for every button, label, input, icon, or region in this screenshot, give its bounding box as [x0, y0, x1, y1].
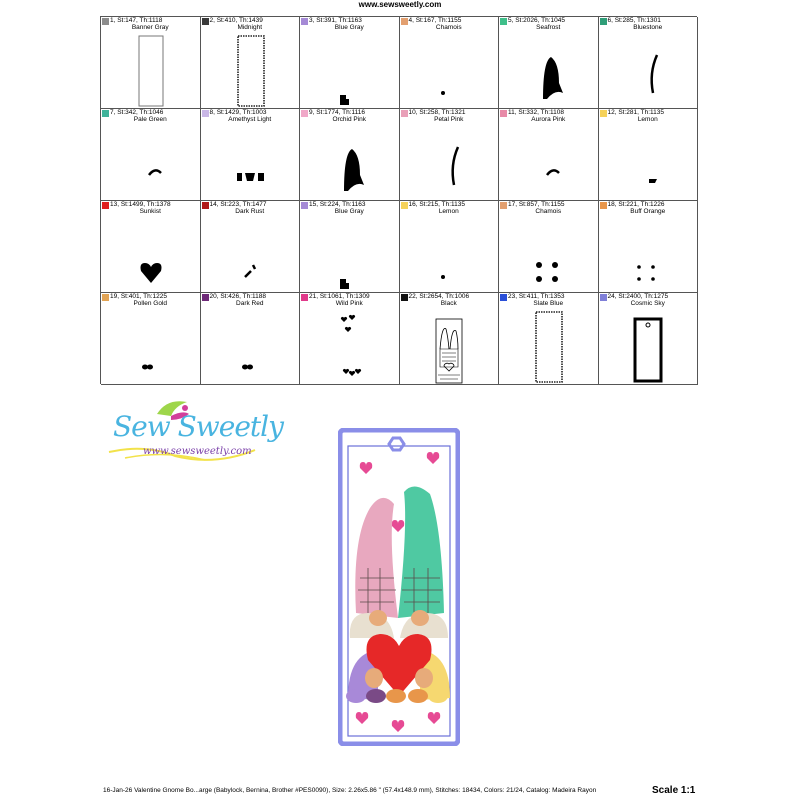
- color-cell: [499, 201, 599, 293]
- stitch-preview: [101, 33, 200, 108]
- color-stats: 10, St:258, Th:1321: [408, 109, 466, 116]
- color-cell: [300, 293, 400, 385]
- stitch-preview: [400, 309, 499, 384]
- stitch-shape: [536, 312, 562, 382]
- stitch-shape: [340, 95, 349, 105]
- color-cell: [201, 201, 301, 293]
- stitch-shape: [646, 323, 650, 327]
- stitch-shape: [536, 262, 542, 268]
- stitch-shape: [438, 375, 460, 379]
- color-name: Black: [440, 300, 457, 307]
- stitch-shape: [245, 265, 255, 277]
- left-hand: [365, 668, 383, 688]
- color-name: Orchid Pink: [332, 116, 367, 123]
- stitch-preview: [300, 125, 399, 200]
- pink-gnome-nose: [369, 610, 387, 626]
- color-cell: [599, 201, 699, 293]
- stitch-preview: [400, 33, 499, 108]
- stitch-shape: [349, 371, 355, 376]
- color-name: Chamois: [535, 208, 562, 215]
- stitch-preview: [101, 125, 200, 200]
- stitch-preview: [201, 33, 300, 108]
- stitch-shape: [543, 57, 563, 99]
- color-cell: [400, 201, 500, 293]
- color-name: Blue Gray: [334, 208, 364, 215]
- color-stats: 4, St:167, Th:1155: [408, 17, 462, 24]
- stitch-shape: [441, 91, 445, 95]
- stitch-shape: [536, 276, 542, 282]
- stitch-preview: [499, 125, 598, 200]
- stitch-preview: [201, 125, 300, 200]
- gnome-boot: [386, 689, 406, 703]
- color-cell: [599, 109, 699, 201]
- stitch-shape: [245, 173, 255, 181]
- stitch-shape: [635, 319, 661, 381]
- color-name: Lemon: [438, 208, 459, 215]
- color-name: Seafrost: [536, 24, 561, 31]
- stitch-shape: [341, 317, 347, 322]
- color-stats: 12, St:281, Th:1135: [607, 109, 664, 116]
- color-cell: [400, 109, 500, 201]
- stitch-preview: [400, 125, 499, 200]
- stitch-preview: [201, 309, 300, 384]
- color-cell: [201, 293, 301, 385]
- stitch-shape: [139, 36, 163, 106]
- color-stats: 11, St:332, Th:1108: [508, 109, 565, 116]
- gnome-boot: [366, 689, 386, 703]
- stitch-shape: [343, 369, 349, 374]
- color-stats: 2, St:410, Th:1439: [209, 17, 263, 24]
- color-cell: [101, 201, 201, 293]
- stitch-shape: [345, 327, 351, 332]
- stitch-preview: [599, 125, 698, 200]
- stitch-shape: [651, 55, 656, 93]
- stitch-shape: [237, 173, 242, 181]
- color-name: Blue Gray: [334, 24, 364, 31]
- color-stats: 6, St:285, Th:1301: [607, 17, 661, 24]
- color-stats: 23, St:411, Th:1353: [508, 293, 565, 300]
- brand-logo-url: www.sewsweetly.com: [143, 446, 252, 457]
- color-stats: 13, St:1499, Th:1378: [110, 201, 171, 208]
- stitch-shape: [547, 170, 559, 175]
- stitch-shape: [440, 328, 458, 349]
- stitch-shape: [149, 170, 161, 175]
- stitch-shape: [147, 365, 153, 370]
- color-stats: 5, St:2026, Th:1045: [508, 17, 565, 24]
- color-cell: [101, 293, 201, 385]
- color-stats: 14, St:223, Th:1477: [209, 201, 267, 208]
- color-stats: 15, St:224, Th:1163: [309, 201, 366, 208]
- color-stats: 21, St:1061, Th:1309: [309, 293, 370, 300]
- stitch-shape: [238, 36, 264, 106]
- color-stats: 18, St:221, Th:1226: [607, 201, 665, 208]
- gnome-boot: [346, 689, 366, 703]
- color-cell: [201, 17, 301, 109]
- color-cell: [101, 17, 201, 109]
- right-hand: [415, 668, 433, 688]
- stitch-shape: [552, 276, 558, 282]
- stitch-preview: [300, 309, 399, 384]
- stitch-shape: [649, 179, 657, 183]
- color-cell: [599, 17, 699, 109]
- color-name: Midnight: [237, 24, 263, 31]
- footer-info: 16-Jan-26 Valentine Gnome Bo...arge (Babylock, Bernina, Brother #PES0090), Size: 2.26x5.86 " (57.4x148.9 mm), Stitches: 18434, Colors: 21/24, Catalog: Madeira Rayon: [103, 787, 597, 794]
- stitch-shape: [141, 263, 162, 283]
- color-name: Pale Green: [133, 116, 167, 123]
- color-cell: [300, 17, 400, 109]
- color-cell: [101, 109, 201, 201]
- color-stats: 24, St:2400, Th:1275: [607, 293, 669, 300]
- color-cell: [400, 17, 500, 109]
- color-stats: 9, St:1774, Th:1116: [309, 109, 366, 116]
- scale-label: Scale 1:1: [652, 785, 696, 796]
- color-stats: 16, St:215, Th:1135: [408, 201, 465, 208]
- stitch-shape: [552, 262, 558, 268]
- color-stats: 1, St:147, Th:1118: [110, 17, 163, 24]
- stitch-preview: [499, 217, 598, 292]
- gnome-boot: [428, 689, 448, 703]
- stitch-shape: [344, 149, 364, 191]
- color-cell: [400, 293, 500, 385]
- color-cell: [499, 293, 599, 385]
- color-name: Sunkist: [139, 208, 161, 215]
- color-cell: [300, 109, 400, 201]
- bookmark-preview: [338, 428, 460, 746]
- color-name: Wild Pink: [335, 300, 363, 307]
- color-name: Amethyst Light: [228, 116, 272, 123]
- stitch-shape: [452, 147, 457, 185]
- stitch-shape: [651, 265, 655, 269]
- color-name: Banner Gray: [131, 24, 169, 31]
- site-url: www.sewsweetly.com: [358, 0, 442, 9]
- color-name: Slate Blue: [533, 300, 564, 307]
- stitch-shape: [637, 265, 641, 269]
- stitch-shape: [651, 277, 655, 281]
- color-cell: [499, 109, 599, 201]
- stitch-preview: [599, 309, 698, 384]
- color-cell: [300, 201, 400, 293]
- brand-logo: [105, 392, 290, 467]
- color-cell: [201, 109, 301, 201]
- color-sequence-grid: [100, 16, 697, 384]
- stitch-shape: [349, 315, 355, 320]
- stitch-preview: [499, 309, 598, 384]
- green-gnome-nose: [411, 610, 429, 626]
- color-stats: 22, St:2654, Th:1006: [408, 293, 470, 300]
- stitch-preview: [400, 217, 499, 292]
- stitch-shape: [355, 369, 361, 374]
- stitch-shape: [637, 277, 641, 281]
- color-name: Chamois: [435, 24, 462, 31]
- color-name: Bluestone: [633, 24, 663, 31]
- color-name: Pollen Gold: [133, 300, 168, 307]
- stitch-preview: [300, 217, 399, 292]
- color-name: Lemon: [637, 116, 658, 123]
- color-stats: 17, St:857, Th:1155: [508, 201, 565, 208]
- stitch-shape: [258, 173, 264, 181]
- color-name: Aurora Pink: [531, 116, 566, 123]
- color-stats: 3, St:391, Th:1163: [309, 17, 362, 24]
- color-name: Petal Pink: [434, 116, 464, 123]
- stitch-preview: [599, 33, 698, 108]
- stitch-shape: [247, 365, 253, 370]
- color-stats: 19, St:401, Th:1225: [110, 293, 167, 300]
- stitch-preview: [101, 217, 200, 292]
- color-cell: [599, 293, 699, 385]
- stitch-preview: [499, 33, 598, 108]
- color-name: Dark Red: [236, 300, 264, 307]
- color-cell: [499, 17, 599, 109]
- stitch-preview: [201, 217, 300, 292]
- color-name: Dark Rust: [235, 208, 265, 215]
- stitch-preview: [599, 217, 698, 292]
- stitch-shape: [441, 275, 445, 279]
- color-name: Buff Orange: [630, 208, 666, 215]
- stitch-shape: [340, 279, 349, 289]
- stitch-preview: [101, 309, 200, 384]
- color-stats: 20, St:426, Th:1188: [209, 293, 266, 300]
- stitch-preview: [300, 33, 399, 108]
- color-stats: 7, St:342, Th:1046: [110, 109, 164, 116]
- gnome-boot: [408, 689, 428, 703]
- color-name: Cosmic Sky: [630, 300, 665, 307]
- brand-logo-text: Sew Sweetly: [113, 410, 283, 443]
- color-stats: 8, St:1429, Th:1003: [209, 109, 267, 116]
